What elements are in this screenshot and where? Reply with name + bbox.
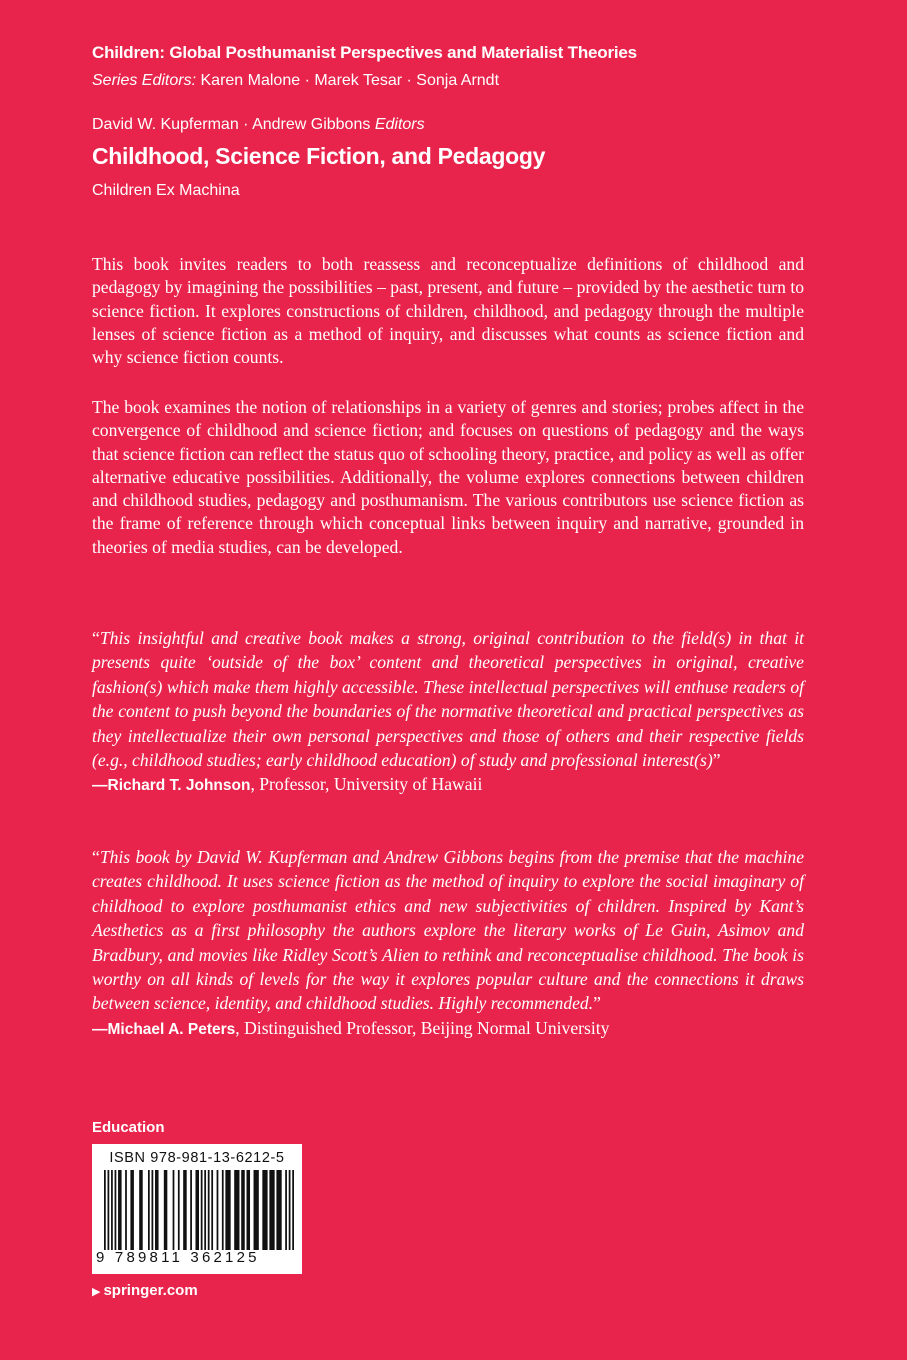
close-quote-mark: ” (593, 993, 601, 1014)
barcode-bars (104, 1170, 294, 1250)
series-title: Children: Global Posthumanist Perspectives and Materialist Theories (92, 43, 637, 62)
quote-text: This book by David W. Kupferman and Andrew Gibbons begins from the premise that the machine creates childhood. It uses science fiction as the method of inquiry to explore the social imaginary of childhood to explore posthumanist ethics and new subjectivities of children. Inspired by Kant’s Aesthetics as a first philosophy the authors explore the literary works of Le Guin, Asimov and Bradbury, and movies like Ridley Scott’s Alien to rethink and reconceptualise childhood. The book is worthy on all kinds of levels for the way it explores popular culture and the connections it draws between science, identity, and childhood studies. Highly recommended. (92, 847, 804, 1014)
quote-text: This insightful and creative book makes a strong, original contribution to the field(s) in that it presents quite ‘outside of the box’ content and theoretical perspectives in original, creative fashion(s) which make them highly accessible. These intellectual perspectives will enthuse readers of the content to push beyond the boundaries of the normative theoretical and practical perspectives as they intellectualize their own personal perspectives and those of others and their respective fields (e.g., childhood studies; early childhood education) of study and professional interest(s) (92, 628, 804, 771)
barcode-bar (241, 1170, 245, 1250)
barcode-bar (269, 1170, 274, 1250)
barcode-bar (225, 1170, 230, 1250)
series-editors-label: Series Editors: (92, 72, 197, 89)
barcode-bar (118, 1170, 122, 1250)
barcode-bar (289, 1170, 291, 1250)
open-quote-mark: “ (92, 628, 100, 648)
quote-attribution (92, 1016, 804, 1042)
barcode-bar (276, 1170, 281, 1250)
barcode-bar (208, 1170, 210, 1250)
endorsement-quote (92, 626, 804, 799)
quote-attribution (92, 772, 804, 798)
barcode-bar (178, 1170, 180, 1250)
book-editors-names: David W. Kupferman · Andrew Gibbons (92, 116, 371, 133)
series-editors-names: Karen Malone · Marek Tesar · Sonja Arndt (200, 72, 500, 89)
barcode-bar (292, 1170, 294, 1250)
barcode-digits: 9 789811 362125 (96, 1249, 260, 1266)
book-title: Childhood, Science Fiction, and Pedagogy (92, 143, 546, 169)
book-editors-role: Editors (374, 116, 425, 133)
barcode-bar (125, 1170, 127, 1250)
barcode-bar (104, 1170, 106, 1250)
publisher-website (92, 1282, 198, 1299)
barcode-bar (285, 1170, 287, 1250)
arrow-right-icon: ▶ (92, 1286, 101, 1298)
quote-affiliation: , Professor, University of Hawaii (250, 774, 483, 795)
description-paragraph: The book examines the notion of relationships in a variety of genres and stories; probes affect in the convergence of childhood and science fiction; and focuses on questions of pedagogy and the ways that science fiction can reflect the status quo of schooling theory, practice, and policy as well as offer alternative educative possibilities. Additionally, the volume explores connections between children and childhood studies, pedagogy and posthumanism. The various contributors use science fiction as the frame of reference through which conceptual links between inquiry and narrative, grounded in theories of media studies, can be developed. (92, 397, 804, 557)
barcode-bar (111, 1170, 113, 1250)
barcode-bar (247, 1170, 251, 1250)
isbn-barcode (92, 1144, 302, 1274)
quote-author: —Michael A. Peters (92, 1020, 236, 1038)
barcode-bar (211, 1170, 213, 1250)
endorsement-quote (92, 845, 804, 1042)
barcode-bar (130, 1170, 134, 1250)
subject-category: Education (92, 1119, 165, 1136)
isbn-label: ISBN 978-981-13-6212-5 (109, 1150, 285, 1166)
barcode-bar (115, 1170, 117, 1250)
barcode-bar (217, 1170, 219, 1250)
quote-affiliation: , Distinguished Professor, Beijing Normal University (235, 1017, 610, 1038)
barcode-bar (204, 1170, 206, 1250)
barcode-bar (152, 1170, 154, 1250)
series-editors (92, 72, 872, 90)
barcode-bar (190, 1170, 192, 1250)
barcode-bar (201, 1170, 203, 1250)
barcode-bar (222, 1170, 224, 1250)
description-paragraph: This book invites readers to both reassess and reconceptualize definitions of childhood and pedagogy by imagining the possibilities – past, present, and future – provided by the aesthetic turn to science fiction. It explores constructions of children, childhood, and pedagogy through the multiple lenses of science fiction as a method of inquiry, and discusses what counts as science fiction and why science fiction counts. (92, 254, 804, 368)
website-text: springer.com (103, 1282, 198, 1299)
barcode-bar (262, 1170, 267, 1250)
barcode-bar (254, 1170, 259, 1250)
open-quote-mark: “ (92, 847, 100, 867)
barcode-bar (234, 1170, 239, 1250)
barcode-bar (139, 1170, 143, 1250)
barcode-bar (183, 1170, 187, 1250)
book-editors (92, 116, 425, 134)
quote-author: —Richard T. Johnson (92, 777, 251, 795)
barcode-bar (195, 1170, 199, 1250)
book-subtitle: Children Ex Machina (92, 182, 240, 199)
close-quote-mark: ” (712, 750, 721, 771)
barcode-bar (155, 1170, 159, 1250)
barcode-bar (164, 1170, 168, 1250)
barcode-bar (108, 1170, 110, 1250)
barcode-bar (173, 1170, 175, 1250)
barcode-bar (148, 1170, 150, 1250)
